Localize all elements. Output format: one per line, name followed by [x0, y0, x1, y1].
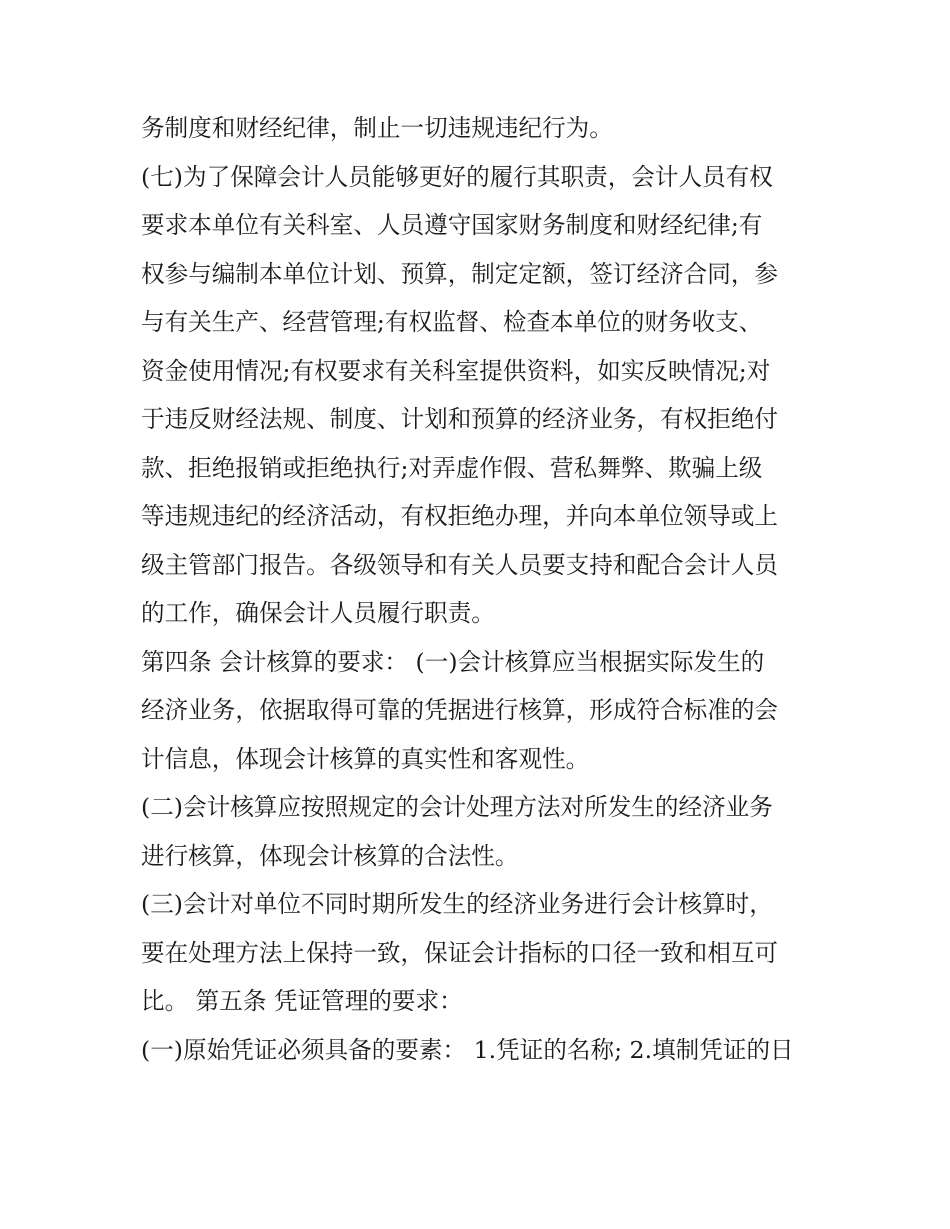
article-four-heading-line: 第四条 会计核算的要求： (一)会计核算应当根据实际发生的: [141, 647, 765, 676]
text-line: 级主管部门报告。各级领导和有关人员要支持和配合会计人员: [141, 550, 779, 579]
text-line: 于违反财经法规、制度、计划和预算的经济业务，有权拒绝付: [141, 405, 779, 433]
text-line: (三)会计对单位不同时期所发生的经济业务进行会计核算时，: [141, 890, 773, 918]
text-line: 权参与编制本单位计划、预算，制定定额，签订经济合同，参: [141, 259, 779, 288]
text-line: 与有关生产、经营管理;有权监督、检查本单位的财务收支、: [141, 308, 763, 336]
text-line: 进行核算，体现会计核算的合法性。: [141, 841, 519, 870]
text-line: 资金使用情况;有权要求有关科室提供资料，如实反映情况;对: [141, 356, 771, 385]
text-line: (二)会计核算应按照规定的会计处理方法对所发生的经济业务: [141, 793, 773, 821]
text-line: (七)为了保障会计人员能够更好的履行其职责，会计人员有权: [141, 162, 773, 191]
document-body: [141, 104, 821, 1074]
text-line: 务制度和财经纪律，制止一切违规违纪行为。: [141, 114, 613, 142]
text-line: 要求本单位有关科室、人员遵守国家财务制度和财经纪律;有: [141, 211, 763, 239]
text-line: 计信息，体现会计核算的真实性和客观性。: [141, 744, 590, 773]
article-five-heading-line: 比。 第五条 凭证管理的要求：: [141, 987, 463, 1015]
text-line: 要在处理方法上保持一致，保证会计指标的口径一致和相互可: [141, 938, 779, 967]
text-line: 的工作，确保会计人员履行职责。: [141, 599, 495, 627]
text-line: 等违规违纪的经济活动，有权拒绝办理，并向本单位领导或上: [141, 502, 779, 530]
text-line: (一)原始凭证必须具备的要素： 1.凭证的名称; 2.填制凭证的日: [141, 1035, 794, 1064]
text-line: 款、拒绝报销或拒绝执行;对弄虚作假、营私舞弊、欺骗上级: [141, 453, 763, 482]
text-line: 经济业务，依据取得可靠的凭据进行核算，形成符合标准的会: [141, 696, 779, 724]
